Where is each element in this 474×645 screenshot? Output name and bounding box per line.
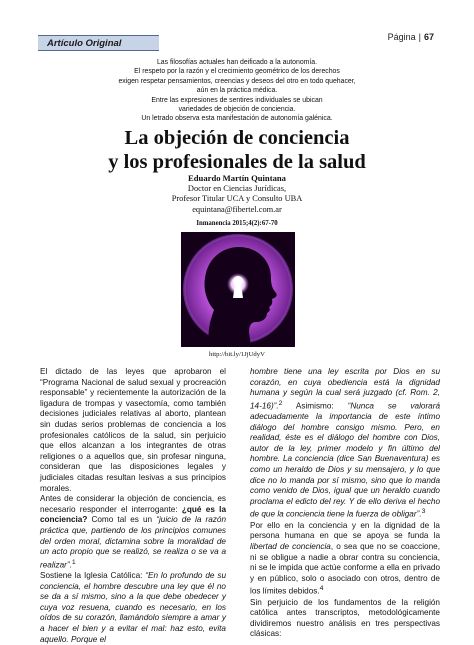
question: ¿qué es la conciencia? [40, 504, 226, 525]
text: , o sea que no se coaccione, ni se obligue a nadie a obrar contra su conciencia, ni se le impida que actúe conforme a ella en privado y en público, solo o asociado con otros, dentro de los límites debidos. [250, 541, 440, 597]
footnote-ref: 2 [278, 399, 283, 407]
affiliation-line: Doctor en Ciencias Jurídicas, [187, 184, 287, 193]
text: Sostiene la Iglesia Católica: [40, 571, 146, 581]
page-number [388, 32, 434, 42]
epigraph-line: exigen respetar pensamientos, creencias y deseos del otro en todo quehacer, [118, 77, 356, 85]
epigraph-line: Entre las expresiones de sentires individuales se ubican [151, 96, 323, 104]
author-email[interactable]: equintana@fibertel.com.ar [192, 204, 282, 214]
quote: “juicio de la razón práctica que, partiendo de los principios comunes del orden moral, dictamina sobre la moralidad de un acto propio que se realizó, se realiza o se va a realizar”. [40, 515, 226, 570]
paragraph: Sin perjuicio de los fundamentos de la religión católica antes transcriptos, metodológicamente dividiremos nuestro análisis en tres perspectivas clásicas: [250, 597, 440, 639]
citation: Inmanencia 2015;4(2):67-70 [196, 220, 278, 227]
text: Por ello en la conciencia y en la dignidad de la persona humana en que se apoya se funda la [250, 520, 440, 541]
footnote-ref: 4 [319, 585, 324, 593]
silhouette-head-keyhole-icon [181, 232, 295, 347]
quote: hombre tiene una ley escrita por Dios en su corazón, en cuya obediencia está la dignidad humana y según la cual será juzgado (cf. Rom. 2, 14-16)”. [250, 367, 440, 411]
page-separator: | [418, 32, 421, 42]
quote: “Nunca se valorará adecuadamente la importancia de este íntimo diálogo del hombre consigo mismo. Pero, en realidad, éste es el diálogo del hombre con Dios, autor de la ley, primer modelo y fin último del hombre. La conciencia (dice San Buenaventura) es como un heraldo de Dios y su mensajero, y lo que dice no lo manda por sí mismo, sino que lo manda como venido de Dios, igual que un heraldo cuando proclama el edicto del rey. Y de ello deriva el hecho de que la conciencia tiene la fuerza de obligar”. [250, 401, 441, 520]
epigraph [95, 58, 379, 124]
paragraph [250, 521, 440, 598]
author-name: Eduardo Martín Quintana [188, 173, 286, 183]
epigraph-line: El respeto por la razón y el crecimiento geométrico de los derechos [134, 68, 340, 76]
page-label: Página [387, 32, 416, 42]
epigraph-line: Las filosofías actuales han deificado a la autonomía. [156, 59, 318, 66]
author-affiliation [40, 184, 434, 215]
title-line-1: La objeción de conciencia [124, 127, 350, 149]
quote: “En lo profundo de su conciencia, el hombre descubre una ley que él no se da a sí mismo, sino a la que debe obedecer y cuya voz resuena, cuando es necesario, en los oídos de su corazón, llamándolo siempre a amar y a hacer el bien y a evitar el mal: haz esto, evita aquello. Porque el [40, 571, 226, 644]
epigraph-line: aún en la práctica médica. [196, 87, 278, 95]
paragraph: El dictado de las leyes que aprobaron el “Programa Nacional de salud sexual y procreación responsable” y recientemente la autorización de la ligadura de trompas y vasectomía, como también decisiones judiciales relativas al aborto, plantean sin dudas serios problemas de conciencia a los profesionales católicos de la salud, sin perjuicio que ellos alcanzan a los integrantes de otras religiones o a aquellos que, sin profesar ninguna, consideran que las disposiciones legales y judiciales citadas resultan lesivas a sus principios morales. [40, 367, 226, 493]
text: Como tal es un [87, 515, 157, 525]
epigraph-line: Un letrado observa esta manifestación de autonomía galénica. [141, 115, 333, 123]
title-line-2: y los profesionales de la salud [108, 151, 366, 173]
paragraph [250, 367, 440, 521]
article-figure [181, 232, 295, 347]
epigraph-line: variedades de objeción de conciencia. [178, 106, 296, 114]
text: Antes de considerar la objeción de conciencia, es necesario responder el interrogante: [40, 494, 226, 514]
affiliation-line: Profesor Titular UCA y Consulto UBA [171, 194, 303, 204]
page-number-value: 67 [423, 32, 434, 42]
right-column [250, 367, 440, 640]
figure-link[interactable]: http://bit.ly/1JjUdyV [209, 351, 265, 358]
paragraph [40, 571, 226, 645]
text: Asimismo: [282, 401, 348, 411]
footnote-ref: 1 [71, 558, 76, 566]
section-label: Artículo Original [38, 35, 159, 51]
paragraph [40, 494, 226, 571]
footnote-ref: 3 [421, 508, 426, 516]
left-column [40, 367, 226, 645]
emphasis: libertad de conciencia [250, 541, 331, 551]
article-title [40, 126, 434, 174]
